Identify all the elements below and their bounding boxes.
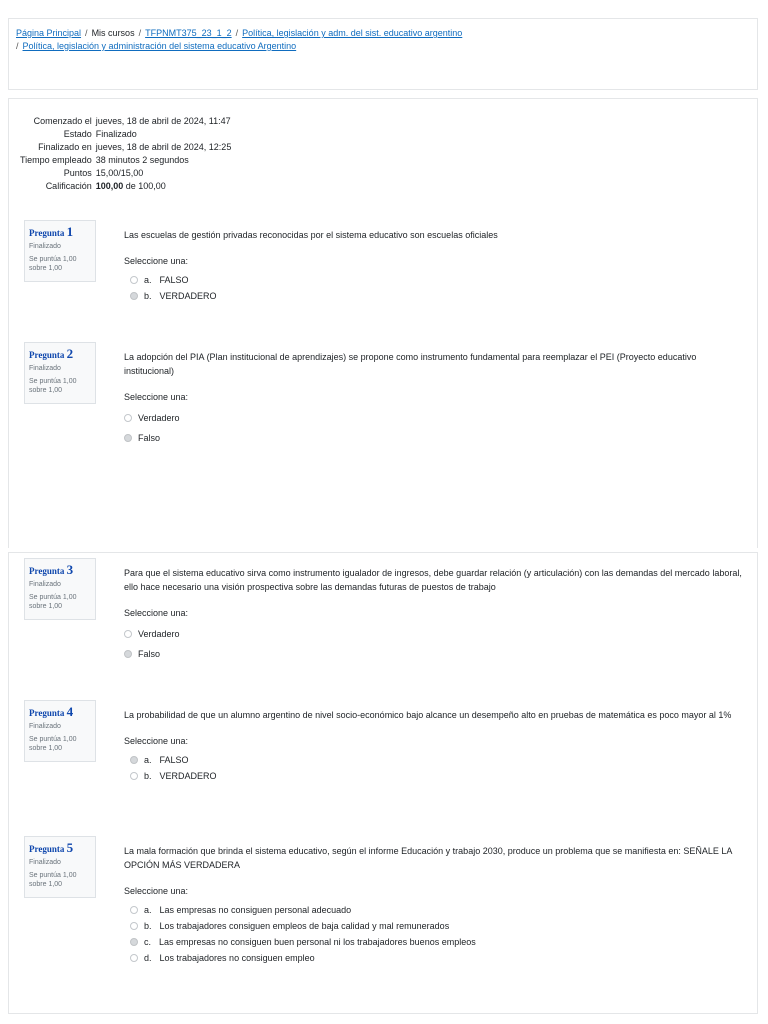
answer-label: Las empresas no consiguen personal adecuado — [159, 905, 352, 915]
answer-letter: d. — [144, 953, 152, 963]
question-info — [24, 342, 96, 404]
breadcrumb-separator: / — [85, 28, 88, 38]
question-text: Para que el sistema educativo sirva como instrumento igualador de ingresos, debe guardar relación (y articulación) con las demandas del mercado laboral, ello hace necesario una visión prospectiva sobre las demandas futuras de puestos de trabajo — [124, 568, 742, 592]
question-number-value: 4 — [66, 704, 74, 719]
radio-button[interactable] — [130, 922, 138, 930]
select-prompt: Seleccione una: — [124, 256, 189, 266]
radio-button-selected[interactable] — [130, 756, 138, 764]
breadcrumb — [16, 27, 736, 53]
question-text: La adopción del PIA (Plan institucional de aprendizajes) se propone como instrumento fundamental para reemplazar el PEI (Proyecto educativo institucional) — [124, 352, 697, 376]
answer-letter: a. — [144, 275, 152, 285]
answer-label: VERDADERO — [159, 771, 217, 781]
answer-letter: a. — [144, 755, 152, 765]
breadcrumb-home-link[interactable]: Página Principal — [16, 28, 82, 38]
summary-value: jueves, 18 de abril de 2024, 11:47 — [95, 116, 231, 126]
radio-button[interactable] — [130, 906, 138, 914]
summary-label: Calificación — [45, 181, 92, 191]
answer-label: FALSO — [159, 275, 189, 285]
question-content — [124, 558, 744, 664]
summary-label: Comenzado el — [33, 116, 92, 126]
question-label: Pregunta — [29, 708, 65, 718]
answer-list — [124, 902, 744, 966]
question-text: La mala formación que brinda el sistema educativo, según el informe Educación y trabajo 2030, produce un problema que se manifiesta en: SEÑALE LA OPCIÓN MÁS VERDADERA — [124, 846, 732, 870]
breadcrumb-separator: / — [16, 41, 19, 51]
answer-option-verdadero[interactable] — [124, 408, 744, 428]
answer-option-verdadero[interactable] — [124, 624, 744, 644]
breadcrumb-separator: / — [138, 28, 142, 38]
question-state: Finalizado — [29, 365, 61, 372]
answer-option-falso[interactable] — [124, 428, 744, 448]
summary-row-marks — [20, 167, 231, 180]
question-info — [24, 220, 96, 282]
answer-list — [124, 408, 744, 448]
radio-button[interactable] — [130, 276, 138, 284]
breadcrumb-quiz-link[interactable]: Política, legislación y administración del sistema educativo Argentino — [22, 41, 297, 51]
answer-letter: b. — [144, 921, 152, 931]
select-prompt: Seleccione una: — [124, 736, 189, 746]
question-state: Finalizado — [29, 581, 61, 588]
summary-row-finished — [20, 141, 231, 154]
question-info — [24, 836, 96, 898]
radio-button[interactable] — [124, 630, 132, 638]
question-content — [124, 342, 744, 448]
question-number — [29, 563, 91, 578]
answer-option-a[interactable] — [124, 752, 744, 768]
summary-value: Finalizado — [95, 129, 137, 139]
answer-label: Verdadero — [138, 629, 180, 639]
summary-value: 15,00/15,00 — [95, 168, 144, 178]
question-state: Finalizado — [29, 859, 61, 866]
question-number — [29, 225, 91, 240]
answer-label: Los trabajadores consiguen empleos de baja calidad y mal remunerados — [159, 921, 450, 931]
question-number-value: 1 — [66, 224, 74, 239]
radio-button-selected[interactable] — [130, 292, 138, 300]
radio-button[interactable] — [124, 414, 132, 422]
question-info — [24, 700, 96, 762]
question-grade: Se puntúa 1,00 sobre 1,00 — [29, 378, 77, 394]
question-number — [29, 841, 91, 856]
answer-label: Los trabajadores no consiguen empleo — [159, 953, 315, 963]
answer-list — [124, 752, 744, 784]
summary-value — [96, 180, 232, 193]
select-prompt: Seleccione una: — [124, 608, 189, 618]
answer-letter: b. — [144, 291, 152, 301]
answer-list — [124, 272, 744, 304]
radio-button[interactable] — [130, 772, 138, 780]
summary-value: 38 minutos 2 segundos — [95, 155, 189, 165]
question-label: Pregunta — [29, 844, 65, 854]
answer-letter: c. — [144, 937, 152, 947]
question-number-value: 3 — [66, 562, 74, 577]
select-prompt: Seleccione una: — [124, 392, 189, 402]
answer-label: Falso — [138, 433, 161, 443]
grade-value: 100,00 — [95, 181, 124, 191]
question-text: Las escuelas de gestión privadas reconocidas por el sistema educativo son escuelas oficiales — [124, 230, 498, 240]
answer-label: Falso — [138, 649, 161, 659]
question-state: Finalizado — [29, 243, 61, 250]
attempt-summary-table — [20, 115, 231, 193]
question-content — [124, 220, 744, 304]
question-content — [124, 700, 744, 784]
answer-option-b[interactable] — [124, 768, 744, 784]
question-grade: Se puntúa 1,00 sobre 1,00 — [29, 594, 77, 610]
answer-label: Verdadero — [138, 413, 180, 423]
answer-option-a[interactable] — [124, 902, 744, 918]
answer-letter: a. — [144, 905, 152, 915]
question-grade: Se puntúa 1,00 sobre 1,00 — [29, 256, 77, 272]
summary-label: Tiempo empleado — [20, 155, 92, 165]
breadcrumb-course-code-link[interactable]: TFPNMT375_23_1_2 — [145, 28, 232, 38]
answer-label: Las empresas no consiguen buen personal ni los trabajadores buenos empleos — [159, 937, 476, 947]
grade-suffix: de 100,00 — [125, 181, 166, 191]
question-state: Finalizado — [29, 723, 61, 730]
answer-letter: b. — [144, 771, 152, 781]
answer-option-falso[interactable] — [124, 644, 744, 664]
breadcrumb-course-link[interactable]: Política, legislación y adm. del sist. educativo argentino — [242, 28, 463, 38]
select-prompt: Seleccione una: — [124, 886, 189, 896]
question-text: La probabilidad de que un alumno argentino de nivel socio-económico bajo alcance un desempeño alto en pruebas de matemática es poco mayor al 1% — [124, 710, 732, 720]
radio-button-selected[interactable] — [124, 650, 132, 658]
breadcrumb-separator: / — [235, 28, 239, 38]
question-label: Pregunta — [29, 350, 65, 360]
answer-option-a[interactable] — [124, 272, 744, 288]
answer-label: FALSO — [159, 755, 189, 765]
summary-row-grade — [20, 180, 231, 193]
question-label: Pregunta — [29, 566, 65, 576]
radio-button[interactable] — [130, 954, 138, 962]
summary-label: Estado — [63, 129, 92, 139]
summary-label: Puntos — [63, 168, 92, 178]
question-content — [124, 836, 744, 966]
summary-value: jueves, 18 de abril de 2024, 12:25 — [95, 142, 232, 152]
question-number-value: 5 — [66, 840, 74, 855]
question-grade: Se puntúa 1,00 sobre 1,00 — [29, 872, 77, 888]
answer-label: VERDADERO — [159, 291, 217, 301]
answer-option-d[interactable] — [124, 950, 744, 966]
summary-row-time-taken — [20, 154, 231, 167]
radio-button-selected[interactable] — [130, 938, 138, 946]
summary-row-started — [20, 115, 231, 128]
question-label: Pregunta — [29, 228, 65, 238]
question-number — [29, 347, 91, 362]
radio-button-selected[interactable] — [124, 434, 132, 442]
answer-option-c[interactable] — [124, 934, 744, 950]
summary-label: Finalizado en — [38, 142, 92, 152]
answer-list — [124, 624, 744, 664]
breadcrumb-my-courses: Mis cursos — [91, 28, 135, 38]
answer-option-b[interactable] — [124, 918, 744, 934]
question-number-value: 2 — [66, 346, 74, 361]
question-info — [24, 558, 96, 620]
answer-option-b[interactable] — [124, 288, 744, 304]
question-number — [29, 705, 91, 720]
summary-row-state — [20, 128, 231, 141]
question-grade: Se puntúa 1,00 sobre 1,00 — [29, 736, 77, 752]
